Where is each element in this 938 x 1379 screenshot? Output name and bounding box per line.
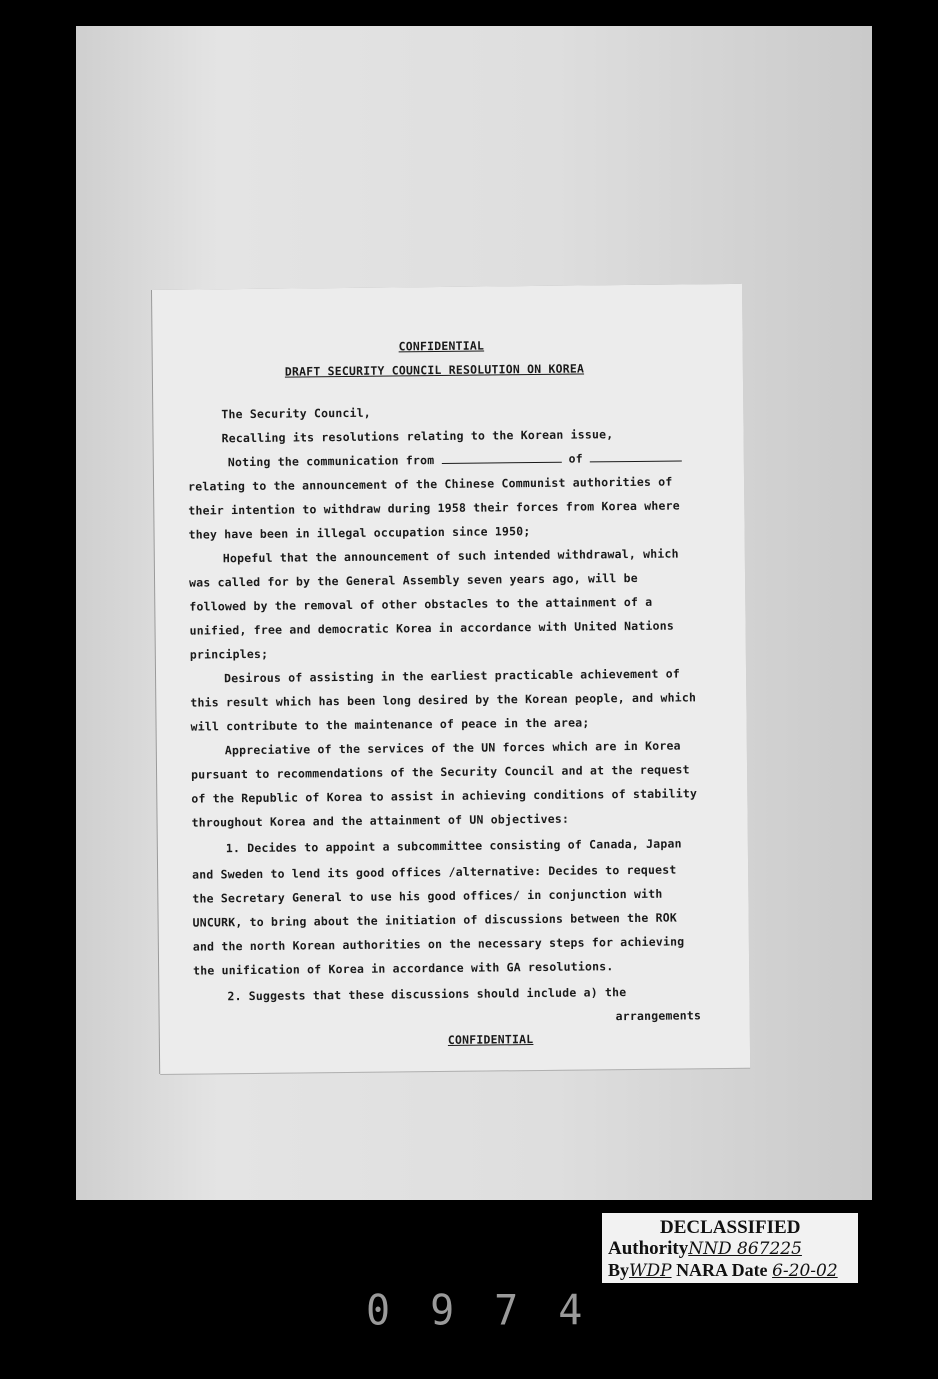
text-line: followed by the removal of other obstacles to the attainment of a xyxy=(189,594,653,614)
text-line-noting xyxy=(228,450,682,469)
footer-classification: CONFIDENTIAL xyxy=(447,1032,534,1047)
blank-field xyxy=(590,450,682,462)
stamp-by-value: WDP xyxy=(629,1261,672,1281)
document-page xyxy=(152,284,750,1074)
text-line: 2. Suggests that these discussions should include a) the xyxy=(227,985,627,1004)
text-line: was called for by the General Assembly seven years ago, will be xyxy=(188,570,638,590)
text-line: relating to the announcement of the Chinese Communist authorities of xyxy=(187,474,673,494)
stamp-date-value: 6-20-02 xyxy=(772,1261,838,1281)
text-line: Recalling its resolutions relating to the Korean issue, xyxy=(221,427,614,446)
text-line: the unification of Korea in accordance with GA resolutions. xyxy=(193,959,614,978)
text-line: unified, free and democratic Korea in accordance with United Nations xyxy=(189,618,675,638)
text-line: Hopeful that the announcement of such intended withdrawal, which xyxy=(222,546,679,566)
document-title: DRAFT SECURITY COUNCIL RESOLUTION ON KOREA xyxy=(284,361,585,379)
header-classification: CONFIDENTIAL xyxy=(398,338,485,354)
text-line: the Secretary General to use his good offices/ in conjunction with xyxy=(192,886,663,906)
blank-field xyxy=(441,452,561,464)
text-line: Appreciative of the services of the UN forces which are in Korea xyxy=(224,738,681,758)
catchword: arrangements xyxy=(615,1008,702,1024)
text-line: their intention to withdraw during 1958 their forces from Korea where xyxy=(188,498,680,518)
frame-number: 0974 xyxy=(366,1286,623,1336)
text-fragment: Noting the communication from xyxy=(227,453,435,470)
text-line: they have been in illegal occupation since 1950; xyxy=(188,524,531,542)
stamp-by-line xyxy=(608,1260,838,1281)
stamp-authority-value: NND 867225 xyxy=(688,1239,802,1259)
text-line: 1. Decides to appoint a subcommittee consisting of Canada, Japan xyxy=(225,836,682,856)
text-line: will contribute to the maintenance of peace in the area; xyxy=(190,715,590,734)
text-line: of the Republic of Korea to assist in achieving conditions of stability xyxy=(191,786,698,806)
text-line: Desirous of assisting in the earliest practicable achievement of xyxy=(223,666,681,686)
declassification-stamp xyxy=(602,1213,858,1283)
stamp-date-label: NARA Date xyxy=(676,1260,768,1280)
text-line: principles; xyxy=(189,646,269,662)
text-fragment: of xyxy=(568,451,583,466)
stamp-by-label: By xyxy=(608,1260,630,1280)
stamp-authority-label: Authority xyxy=(608,1238,689,1259)
text-line: pursuant to recommendations of the Security Council and at the request xyxy=(191,762,690,782)
text-line: this result which has been long desired by the Korean people, and which xyxy=(190,690,697,710)
text-line: throughout Korea and the attainment of UN objectives: xyxy=(191,811,570,830)
text-line: The Security Council, xyxy=(221,405,371,422)
text-line: and Sweden to lend its good offices /alternative: Decides to request xyxy=(192,862,677,882)
text-line: and the north Korean authorities on the necessary steps for achieving xyxy=(192,934,685,954)
stamp-title: DECLASSIFIED xyxy=(660,1217,801,1238)
stamp-authority-line xyxy=(608,1238,802,1260)
text-line: UNCURK, to bring about the initiation of discussions between the ROK xyxy=(192,910,678,930)
